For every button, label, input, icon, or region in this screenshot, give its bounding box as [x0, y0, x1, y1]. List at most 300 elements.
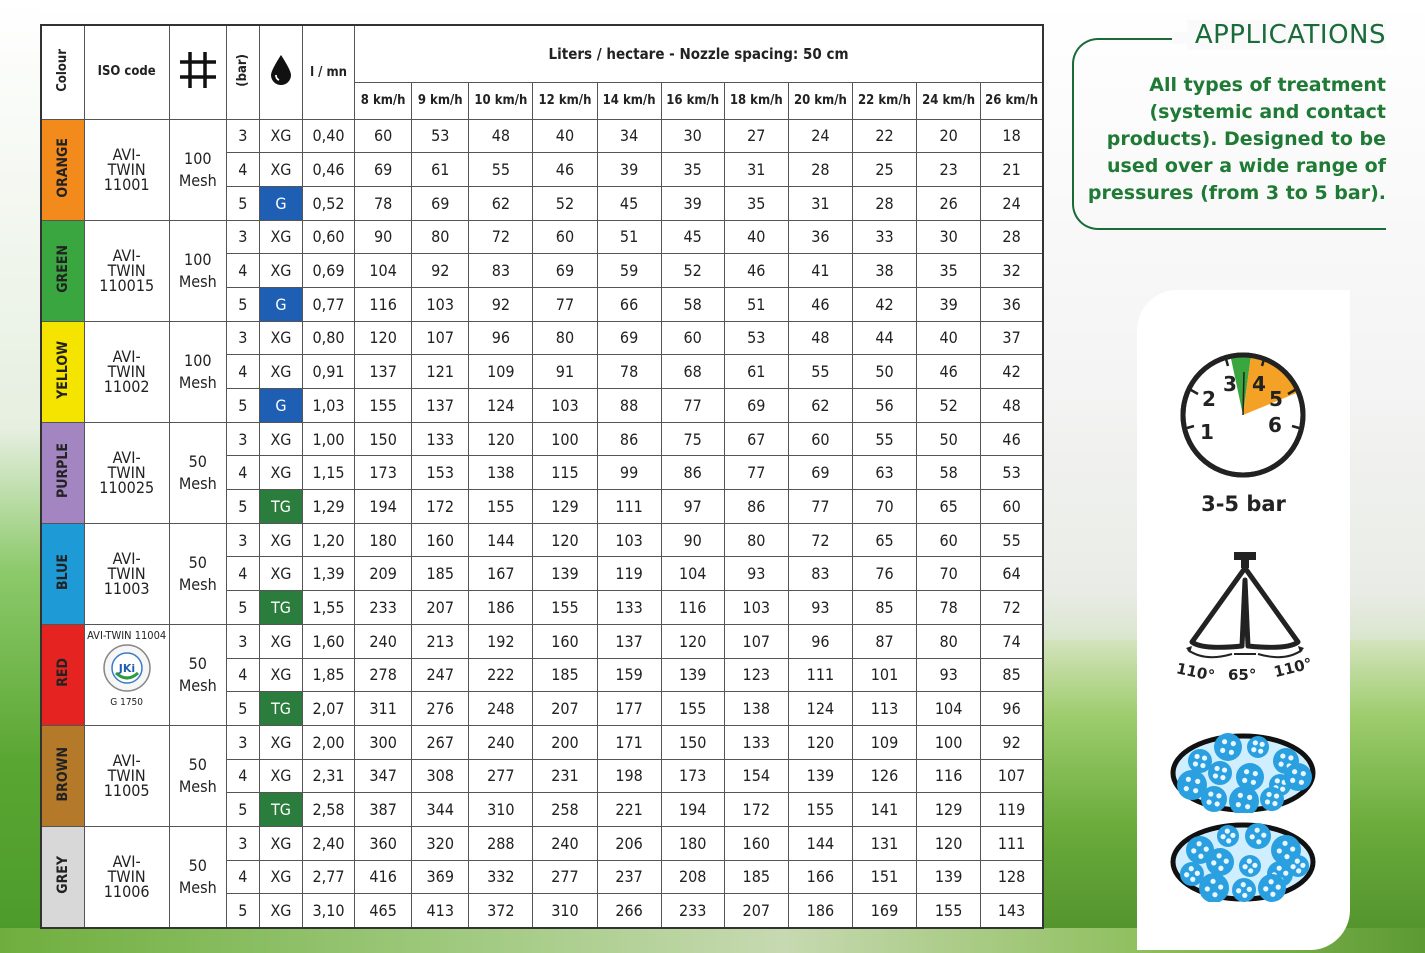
droplet-highlight — [1253, 771, 1258, 776]
liters-per-hectare-cell: 372 — [469, 894, 533, 928]
liters-per-hectare-cell: 63 — [852, 456, 916, 490]
pressure-cell: 3 — [226, 119, 259, 153]
liters-per-hectare-cell: 44 — [852, 321, 916, 355]
droplet-highlight — [1280, 753, 1285, 758]
liters-per-hectare-cell: 52 — [917, 389, 981, 423]
droplet-highlight — [1186, 777, 1191, 782]
tip-type-cell: G — [259, 389, 302, 423]
liters-per-hectare-cell: 85 — [852, 591, 916, 625]
flow-rate-cell: 2,07 — [302, 692, 354, 726]
liters-per-hectare-cell: 172 — [412, 490, 469, 524]
droplet-highlight — [1236, 888, 1241, 893]
droplet-highlight — [1230, 833, 1235, 838]
droplet-highlight — [1216, 793, 1221, 798]
droplet-highlight — [1220, 748, 1225, 753]
droplet-highlight — [1229, 750, 1234, 755]
liters-per-hectare-cell: 120 — [661, 624, 724, 658]
liters-per-hectare-cell: 80 — [533, 321, 597, 355]
liters-per-hectare-cell: 55 — [852, 422, 916, 456]
table-row — [41, 624, 1043, 658]
liters-per-hectare-cell: 69 — [533, 254, 597, 288]
colour-swatch — [41, 624, 84, 725]
liters-per-hectare-cell: 119 — [981, 793, 1043, 827]
filter-mesh-label: 50 Mesh — [178, 552, 217, 594]
liters-per-hectare-cell: 39 — [917, 287, 981, 321]
speed-header: 12 km/h — [533, 82, 597, 119]
liters-per-hectare-cell: 72 — [469, 220, 533, 254]
liters-per-hectare-cell: 144 — [469, 523, 533, 557]
liters-per-hectare-cell: 77 — [661, 389, 724, 423]
liters-per-hectare-cell: 141 — [852, 793, 916, 827]
droplet-highlight — [1295, 858, 1300, 863]
table-row — [41, 220, 1043, 254]
liters-per-hectare-cell: 70 — [852, 490, 916, 524]
gauge-number: 3 — [1223, 372, 1237, 396]
liters-per-hectare-cell: 31 — [724, 153, 788, 187]
liters-per-hectare-cell: 86 — [597, 422, 661, 456]
liters-per-hectare-cell: 72 — [788, 523, 852, 557]
liters-per-hectare-cell: 78 — [597, 355, 661, 389]
pressure-cell: 3 — [226, 725, 259, 759]
liters-per-hectare-cell: 101 — [852, 658, 916, 692]
liters-per-hectare-cell: 69 — [724, 389, 788, 423]
liters-per-hectare-cell: 155 — [469, 490, 533, 524]
liters-per-hectare-cell: 133 — [724, 725, 788, 759]
droplet-highlight — [1218, 884, 1223, 889]
jki-number: G 1750 — [110, 696, 144, 708]
liters-per-hectare-cell: 20 — [917, 119, 981, 153]
droplet-highlight — [1238, 793, 1243, 798]
liters-per-hectare-cell: 150 — [355, 422, 412, 456]
liters-per-hectare-cell: 55 — [981, 523, 1043, 557]
liters-per-hectare-cell: 231 — [533, 759, 597, 793]
liters-per-hectare-cell: 186 — [469, 591, 533, 625]
liters-per-hectare-cell: 116 — [355, 287, 412, 321]
liters-per-hectare-cell: 96 — [788, 624, 852, 658]
liters-per-hectare-cell: 107 — [724, 624, 788, 658]
tip-type-cell: XG — [259, 355, 302, 389]
droplet-highlight — [1296, 868, 1301, 873]
liters-per-hectare-cell: 96 — [981, 692, 1043, 726]
liters-per-hectare-cell: 90 — [355, 220, 412, 254]
liters-per-hectare-cell: 213 — [412, 624, 469, 658]
liters-per-hectare-cell: 138 — [469, 456, 533, 490]
flow-rate-cell: 3,10 — [302, 894, 354, 928]
droplet-highlight — [1191, 848, 1196, 853]
liters-per-hectare-cell: 185 — [533, 658, 597, 692]
liters-per-hectare-cell: 78 — [355, 186, 412, 220]
colour-swatch — [41, 422, 84, 523]
droplet-highlight — [1247, 887, 1252, 892]
liters-per-hectare-cell: 61 — [412, 153, 469, 187]
liters-per-hectare-cell: 107 — [412, 321, 469, 355]
liters-per-hectare-cell: 104 — [661, 557, 724, 591]
liters-per-hectare-cell: 35 — [661, 153, 724, 187]
droplet-highlight — [1251, 747, 1256, 752]
droplet-dot — [1232, 878, 1256, 902]
liters-per-hectare-cell: 360 — [355, 826, 412, 860]
liters-per-hectare-cell: 207 — [724, 894, 788, 928]
droplet-dot — [1287, 855, 1309, 877]
liters-per-hectare-cell: 109 — [852, 725, 916, 759]
liters-per-hectare-cell: 150 — [661, 725, 724, 759]
liters-per-hectare-cell: 139 — [661, 658, 724, 692]
liters-per-hectare-cell: 60 — [981, 490, 1043, 524]
liters-per-hectare-cell: 139 — [788, 759, 852, 793]
liters-per-hectare-cell: 92 — [981, 725, 1043, 759]
liters-per-hectare-cell: 77 — [788, 490, 852, 524]
droplet-highlight — [1204, 847, 1209, 852]
liters-per-hectare-cell: 240 — [469, 725, 533, 759]
liters-per-hectare-cell: 137 — [597, 624, 661, 658]
liters-per-hectare-cell: 258 — [533, 793, 597, 827]
droplet-highlight — [1200, 763, 1205, 768]
liters-per-hectare-cell: 52 — [661, 254, 724, 288]
liters-per-hectare-cell: 109 — [469, 355, 533, 389]
liters-per-hectare-cell: 277 — [469, 759, 533, 793]
liters-per-hectare-cell: 69 — [355, 153, 412, 187]
liters-per-hectare-cell: 77 — [724, 456, 788, 490]
background-grass-left — [0, 0, 40, 953]
droplet-highlight — [1277, 848, 1282, 853]
liters-per-hectare-cell: 248 — [469, 692, 533, 726]
colour-name: BLUE — [54, 553, 71, 590]
liters-per-hectare-cell: 97 — [661, 490, 724, 524]
liters-per-hectare-cell: 344 — [412, 793, 469, 827]
liters-per-hectare-cell: 66 — [597, 287, 661, 321]
droplet-highlight — [1278, 762, 1283, 767]
liters-per-hectare-cell: 180 — [661, 826, 724, 860]
droplet-highlight — [1214, 766, 1219, 771]
pressure-cell: 5 — [226, 490, 259, 524]
liters-per-hectare-cell: 30 — [917, 220, 981, 254]
droplet-highlight — [1215, 801, 1220, 806]
liters-per-hectare-cell: 278 — [355, 658, 412, 692]
droplet-highlight — [1220, 775, 1225, 780]
pressure-cell: 5 — [226, 186, 259, 220]
tip-type-cell: XG — [259, 557, 302, 591]
speed-header: 9 km/h — [412, 82, 469, 119]
pressure-cell: 5 — [226, 894, 259, 928]
liters-per-hectare-cell: 209 — [355, 557, 412, 591]
liters-per-hectare-cell: 119 — [597, 557, 661, 591]
liters-per-hectare-cell: 100 — [533, 422, 597, 456]
colour-swatch — [41, 523, 84, 624]
liters-per-hectare-cell: 221 — [597, 793, 661, 827]
liters-per-hectare-cell: 120 — [469, 422, 533, 456]
liters-per-hectare-cell: 74 — [981, 624, 1043, 658]
tip-type-cell: XG — [259, 119, 302, 153]
liters-per-hectare-cell: 53 — [981, 456, 1043, 490]
tip-type-cell: XG — [259, 321, 302, 355]
iso-code — [84, 119, 169, 220]
flow-rate-cell: 1,00 — [302, 422, 354, 456]
pressure-cell: 3 — [226, 220, 259, 254]
droplet-dot — [1217, 825, 1239, 847]
liters-per-hectare-cell: 160 — [724, 826, 788, 860]
flow-rate-cell: 1,29 — [302, 490, 354, 524]
liters-per-hectare-cell: 267 — [412, 725, 469, 759]
spray-angle-label: 110° — [1174, 659, 1217, 685]
filter-mesh — [169, 119, 226, 220]
liters-per-hectare-cell: 46 — [788, 287, 852, 321]
liters-per-hectare-cell: 60 — [533, 220, 597, 254]
pressure-cell: 3 — [226, 321, 259, 355]
liters-per-hectare-cell: 80 — [724, 523, 788, 557]
liters-per-hectare-cell: 111 — [788, 658, 852, 692]
liters-per-hectare-cell: 310 — [469, 793, 533, 827]
flow-rate-cell: 0,40 — [302, 119, 354, 153]
liters-per-hectare-cell: 22 — [852, 119, 916, 153]
colour-swatch — [41, 220, 84, 321]
droplet-highlight — [1256, 839, 1261, 844]
liters-per-hectare-cell: 192 — [469, 624, 533, 658]
droplet-highlight — [1202, 755, 1207, 760]
iso-code — [84, 321, 169, 422]
flow-rate-cell: 0,91 — [302, 355, 354, 389]
flow-rate-cell: 1,85 — [302, 658, 354, 692]
flow-rate-cell: 2,58 — [302, 793, 354, 827]
liters-per-hectare-cell: 160 — [533, 624, 597, 658]
colour-name: ORANGE — [54, 137, 71, 198]
liters-per-hectare-cell: 41 — [788, 254, 852, 288]
liters-per-hectare-cell: 90 — [661, 523, 724, 557]
liters-per-hectare-cell: 416 — [355, 860, 412, 894]
liters-per-hectare-cell: 55 — [788, 355, 852, 389]
liters-per-hectare-cell: 34 — [597, 119, 661, 153]
droplet-highlight — [1269, 879, 1274, 884]
liters-per-hectare-cell: 166 — [788, 860, 852, 894]
liters-per-hectare-cell: 311 — [355, 692, 412, 726]
tip-type-cell: XG — [259, 860, 302, 894]
droplet-dot — [1239, 855, 1261, 877]
liters-per-hectare-cell: 68 — [661, 355, 724, 389]
liters-per-hectare-cell: 46 — [724, 254, 788, 288]
liters-per-hectare-cell: 58 — [661, 287, 724, 321]
liters-per-hectare-cell: 111 — [981, 826, 1043, 860]
table-row — [41, 422, 1043, 456]
liters-per-hectare-cell: 124 — [788, 692, 852, 726]
liters-per-hectare-cell: 64 — [981, 557, 1043, 591]
droplet-highlight — [1261, 833, 1266, 838]
liters-per-hectare-cell: 133 — [412, 422, 469, 456]
liters-per-hectare-cell: 185 — [724, 860, 788, 894]
liters-per-hectare-cell: 60 — [917, 523, 981, 557]
tip-type-cell: XG — [259, 523, 302, 557]
droplet-highlight — [1245, 804, 1250, 809]
liters-per-hectare-cell: 120 — [355, 321, 412, 355]
tip-type-cell: XG — [259, 456, 302, 490]
liters-per-hectare-cell: 53 — [724, 321, 788, 355]
colour-name: BROWN — [54, 746, 71, 802]
liters-per-hectare-cell: 69 — [412, 186, 469, 220]
table-row — [41, 119, 1043, 153]
iso-code-label: AVI-TWIN 11003 — [103, 549, 150, 599]
speed-header: 14 km/h — [597, 82, 661, 119]
liters-per-hectare-cell: 155 — [355, 389, 412, 423]
liters-per-hectare-cell: 91 — [533, 355, 597, 389]
liters-per-hectare-cell: 208 — [661, 860, 724, 894]
droplet-pattern-icon — [1170, 733, 1316, 813]
liters-per-hectare-cell: 159 — [597, 658, 661, 692]
liters-per-hectare-cell: 23 — [917, 153, 981, 187]
liters-per-hectare-cell: 60 — [355, 119, 412, 153]
liters-per-hectare-cell: 45 — [661, 220, 724, 254]
liters-per-hectare-cell: 78 — [917, 591, 981, 625]
filter-mesh — [169, 826, 226, 927]
speed-header: 18 km/h — [724, 82, 788, 119]
droplet-highlight — [1260, 742, 1265, 747]
iso-code-label: AVI-TWIN 110025 — [99, 448, 155, 498]
iso-code-label: AVI-TWIN 11002 — [103, 347, 150, 397]
liters-per-hectare-cell: 96 — [469, 321, 533, 355]
liters-per-hectare-cell: 36 — [981, 287, 1043, 321]
pressure-cell: 4 — [226, 759, 259, 793]
filter-mesh-label: 50 Mesh — [178, 653, 217, 695]
liters-per-hectare-cell: 465 — [355, 894, 412, 928]
flow-rate-cell: 1,60 — [302, 624, 354, 658]
droplet-highlight — [1184, 872, 1189, 877]
colour-swatch — [41, 826, 84, 927]
droplet-highlight — [1217, 853, 1222, 858]
tip-type-cell: TG — [259, 692, 302, 726]
droplet-highlight — [1224, 859, 1229, 864]
colour-name: YELLOW — [54, 340, 71, 399]
liters-per-hectare-cell: 26 — [917, 186, 981, 220]
gauge-number: 2 — [1202, 387, 1216, 411]
flow-rate-cell: 2,40 — [302, 826, 354, 860]
liters-per-hectare-cell: 48 — [981, 389, 1043, 423]
droplet-dot — [1188, 749, 1212, 773]
liters-per-hectare-cell: 128 — [981, 860, 1043, 894]
tip-type-cell: XG — [259, 624, 302, 658]
liters-per-hectare-cell: 75 — [661, 422, 724, 456]
filter-mesh — [169, 220, 226, 321]
liters-per-hectare-cell: 28 — [981, 220, 1043, 254]
jki-seal-icon — [102, 643, 152, 693]
droplet-dot — [1214, 733, 1242, 761]
liters-per-hectare-cell: 25 — [852, 153, 916, 187]
liters-per-hectare-cell: 92 — [412, 254, 469, 288]
filter-mesh — [169, 422, 226, 523]
filter-mesh — [169, 725, 226, 826]
liters-per-hectare-cell: 103 — [724, 591, 788, 625]
pressure-cell: 3 — [226, 422, 259, 456]
liters-per-hectare-cell: 37 — [981, 321, 1043, 355]
droplet-highlight — [1244, 769, 1249, 774]
droplet-highlight — [1284, 854, 1289, 859]
liters-per-hectare-cell: 33 — [852, 220, 916, 254]
filter-mesh-label: 50 Mesh — [178, 855, 217, 897]
droplet-highlight — [1292, 769, 1297, 774]
liters-per-hectare-cell: 87 — [852, 624, 916, 658]
liters-per-hectare-cell: 139 — [533, 557, 597, 591]
droplet-dot — [1258, 874, 1286, 902]
colour-name: RED — [54, 658, 71, 688]
droplet-highlight — [1275, 778, 1280, 783]
liters-per-hectare-cell: 169 — [852, 894, 916, 928]
liters-per-hectare-cell: 173 — [661, 759, 724, 793]
droplet-dot — [1260, 787, 1284, 811]
header-bar: (bar) — [226, 25, 259, 119]
tip-type-cell: XG — [259, 422, 302, 456]
pressure-cell: 3 — [226, 826, 259, 860]
liters-per-hectare-cell: 40 — [917, 321, 981, 355]
liters-per-hectare-cell: 48 — [788, 321, 852, 355]
liters-per-hectare-cell: 103 — [533, 389, 597, 423]
pressure-gauge-icon — [1178, 350, 1308, 480]
droplet-highlight — [1226, 838, 1231, 843]
liters-per-hectare-cell: 233 — [355, 591, 412, 625]
liters-per-hectare-cell: 332 — [469, 860, 533, 894]
droplet-highlight — [1252, 863, 1257, 868]
pressure-cell: 4 — [226, 860, 259, 894]
liters-per-hectare-cell: 129 — [533, 490, 597, 524]
liters-per-hectare-cell: 83 — [788, 557, 852, 591]
droplet-highlight — [1222, 767, 1227, 772]
tip-type-cell: XG — [259, 826, 302, 860]
colour-name: GREEN — [54, 244, 71, 293]
liters-per-hectare-cell: 60 — [788, 422, 852, 456]
gauge-number: 6 — [1268, 413, 1282, 437]
liters-per-hectare-cell: 200 — [533, 725, 597, 759]
filter-mesh-icon — [169, 25, 226, 119]
filter-mesh — [169, 321, 226, 422]
flow-rate-cell: 1,20 — [302, 523, 354, 557]
liters-per-hectare-cell: 194 — [355, 490, 412, 524]
liters-per-hectare-cell: 240 — [355, 624, 412, 658]
liters-per-hectare-cell: 155 — [917, 894, 981, 928]
liters-per-hectare-cell: 173 — [355, 456, 412, 490]
flow-rate-cell: 0,46 — [302, 153, 354, 187]
liters-per-hectare-cell: 115 — [533, 456, 597, 490]
droplet-highlight — [1247, 795, 1252, 800]
liters-per-hectare-cell: 347 — [355, 759, 412, 793]
liters-per-hectare-cell: 144 — [788, 826, 852, 860]
liters-per-hectare-cell: 160 — [412, 523, 469, 557]
spray-angle-label: 110° — [1271, 654, 1315, 682]
speed-header: 24 km/h — [917, 82, 981, 119]
filter-mesh — [169, 523, 226, 624]
filter-mesh — [169, 624, 226, 725]
flow-rate-cell: 0,52 — [302, 186, 354, 220]
liters-per-hectare-cell: 155 — [533, 591, 597, 625]
liters-per-hectare-cell: 60 — [661, 321, 724, 355]
droplet-highlight — [1241, 882, 1246, 887]
filter-mesh-label: 50 Mesh — [178, 451, 217, 493]
droplet-highlight — [1236, 802, 1241, 807]
liters-per-hectare-cell: 24 — [981, 186, 1043, 220]
liters-per-hectare-cell: 113 — [852, 692, 916, 726]
liters-per-hectare-cell: 76 — [852, 557, 916, 591]
droplet-highlight — [1301, 771, 1306, 776]
droplet-highlight — [1277, 866, 1282, 871]
droplet-dot — [1284, 763, 1312, 791]
header-colour: Colour — [41, 25, 84, 119]
liters-per-hectare-cell: 177 — [597, 692, 661, 726]
liters-per-hectare-cell: 300 — [355, 725, 412, 759]
liters-per-hectare-cell: 154 — [724, 759, 788, 793]
droplet-highlight — [1193, 761, 1198, 766]
liters-per-hectare-cell: 153 — [412, 456, 469, 490]
droplet-dot — [1201, 786, 1227, 812]
speed-header: 16 km/h — [661, 82, 724, 119]
liters-per-hectare-cell: 35 — [917, 254, 981, 288]
flow-rate-cell: 0,60 — [302, 220, 354, 254]
droplet-highlight — [1255, 828, 1260, 833]
liters-per-hectare-cell: 100 — [917, 725, 981, 759]
tip-type-cell: TG — [259, 490, 302, 524]
